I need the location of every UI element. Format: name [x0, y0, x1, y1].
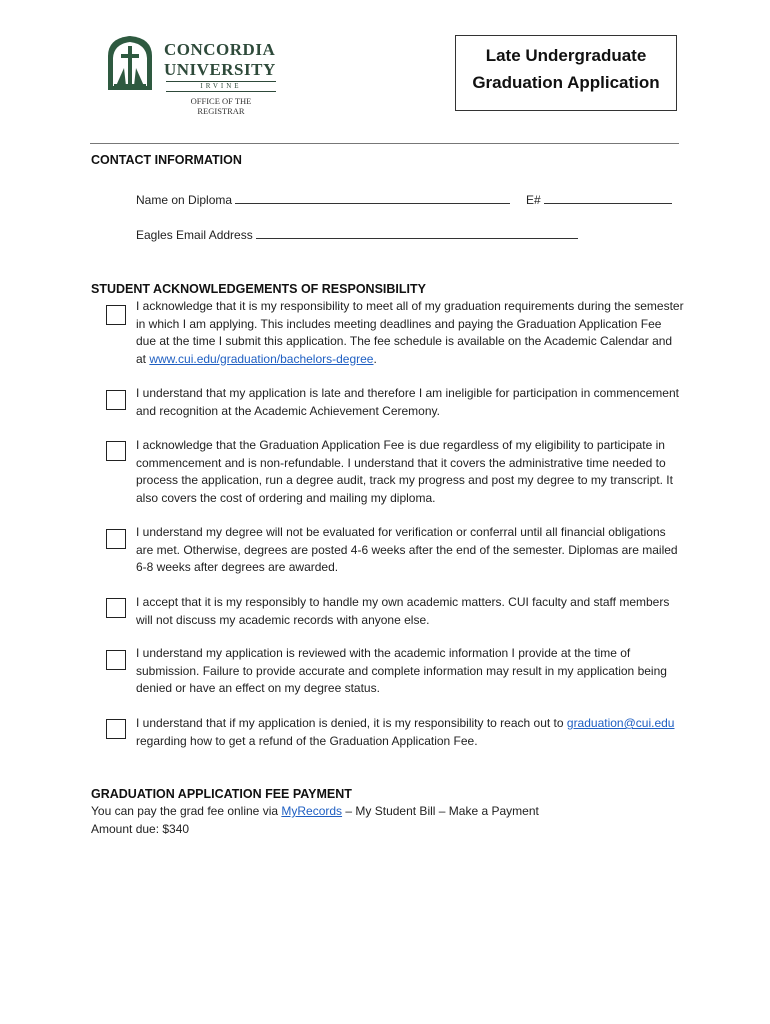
- acknowledgement-checkbox-2[interactable]: [106, 390, 126, 410]
- chapel-cross-icon: [104, 34, 156, 92]
- payment-heading: GRADUATION APPLICATION FEE PAYMENT: [91, 787, 352, 801]
- form-title: [455, 35, 677, 111]
- acknowledgement-text-1: [136, 298, 684, 368]
- acknowledgement-checkbox-7[interactable]: [106, 719, 126, 739]
- id-number-line[interactable]: [544, 191, 672, 204]
- university-logo: [104, 34, 284, 124]
- acknowledgement-checkbox-1[interactable]: [106, 305, 126, 325]
- header-divider: [90, 143, 679, 144]
- graduation-email-link[interactable]: graduation@cui.edu: [566, 716, 675, 730]
- acknowledgement-7-end: regarding how to get a refund of the Graduation Application Fee.: [136, 733, 478, 748]
- acknowledgement-text-5: I accept that it is my responsibly to handle my own academic matters. CUI faculty and staff members will not discuss my academic records with anyone else.: [136, 595, 670, 627]
- logo-line-1: CONCORDIA: [164, 40, 276, 59]
- email-line[interactable]: [256, 226, 578, 239]
- acknowledgement-checkbox-6[interactable]: [106, 650, 126, 670]
- email-field[interactable]: [136, 226, 578, 242]
- office-line-2: REGISTRAR: [197, 106, 245, 116]
- contact-heading: CONTACT INFORMATION: [91, 153, 242, 167]
- acknowledgement-text-2: I understand that my application is late and therefore I am ineligible for participation in commencement and recognition at the Academic Achievement Ceremony.: [136, 386, 679, 418]
- payment-instructions-text: You can pay the grad fee online via: [91, 804, 282, 818]
- title-line-1: Late Undergraduate: [485, 46, 647, 65]
- acknowledgement-checkbox-5[interactable]: [106, 598, 126, 618]
- title-line-2: Graduation Application: [472, 73, 660, 92]
- acknowledgement-text-3: I acknowledge that the Graduation Application Fee is due regardless of my eligibility to participate in commencement and is non-refundable. I understand that it covers the administrative time needed to process the application, run a degree audit, track my progress and post my degree to my transcript. It also covers the cost of ordering and mailing my diploma.: [136, 438, 673, 505]
- email-label: Eagles Email Address: [136, 228, 253, 242]
- logo-campus: IRVINE: [166, 81, 276, 92]
- acknowledgement-text-7: [136, 715, 684, 750]
- payment-path-text: – My Student Bill – Make a Payment: [342, 804, 539, 818]
- diploma-name-field[interactable]: [136, 191, 510, 207]
- bachelors-degree-link[interactable]: www.cui.edu/graduation/bachelors-degree: [149, 351, 374, 366]
- logo-line-2: UNIVERSITY: [164, 60, 276, 79]
- id-number-field[interactable]: [526, 191, 672, 207]
- myrecords-link[interactable]: MyRecords: [281, 804, 343, 818]
- amount-due: Amount due: $340: [91, 822, 190, 836]
- id-number-label: E#: [526, 193, 541, 207]
- diploma-name-line[interactable]: [235, 191, 510, 204]
- acknowledgement-checkbox-3[interactable]: [106, 441, 126, 461]
- acknowledgement-7-body: I understand that if my application is denied, it is my responsibility to reach out to: [136, 716, 567, 730]
- office-name: [176, 96, 266, 116]
- office-line-1: OFFICE OF THE: [190, 96, 252, 106]
- acknowledgement-1-body: I acknowledge that it is my responsibility to meet all of my graduation requirements during the semester in which I am applying. This includes meeting deadlines and paying the Graduation Application Fee due at the time I submit this application. The fee schedule is available on the Academic Calendar and at: [136, 299, 684, 366]
- payment-instructions: [91, 803, 539, 821]
- diploma-name-label: Name on Diploma: [136, 193, 233, 207]
- acknowledgement-text-4: I understand my degree will not be evaluated for verification or conferral until all financial obligations are met. Otherwise, degrees are posted 4-6 weeks after the end of the semester. Diplomas are mailed 6-8 weeks after degrees are awarded.: [136, 525, 678, 574]
- acknowledgement-text-6: I understand my application is reviewed with the academic information I provide at the time of submission. Failure to provide accurate and complete information may result in my application being denied or have an effect on my degree status.: [136, 646, 667, 695]
- acknowledgement-checkbox-4[interactable]: [106, 529, 126, 549]
- acknowledgement-1-end: .: [373, 351, 377, 366]
- acknowledgements-heading: STUDENT ACKNOWLEDGEMENTS OF RESPONSIBILITY: [91, 282, 426, 296]
